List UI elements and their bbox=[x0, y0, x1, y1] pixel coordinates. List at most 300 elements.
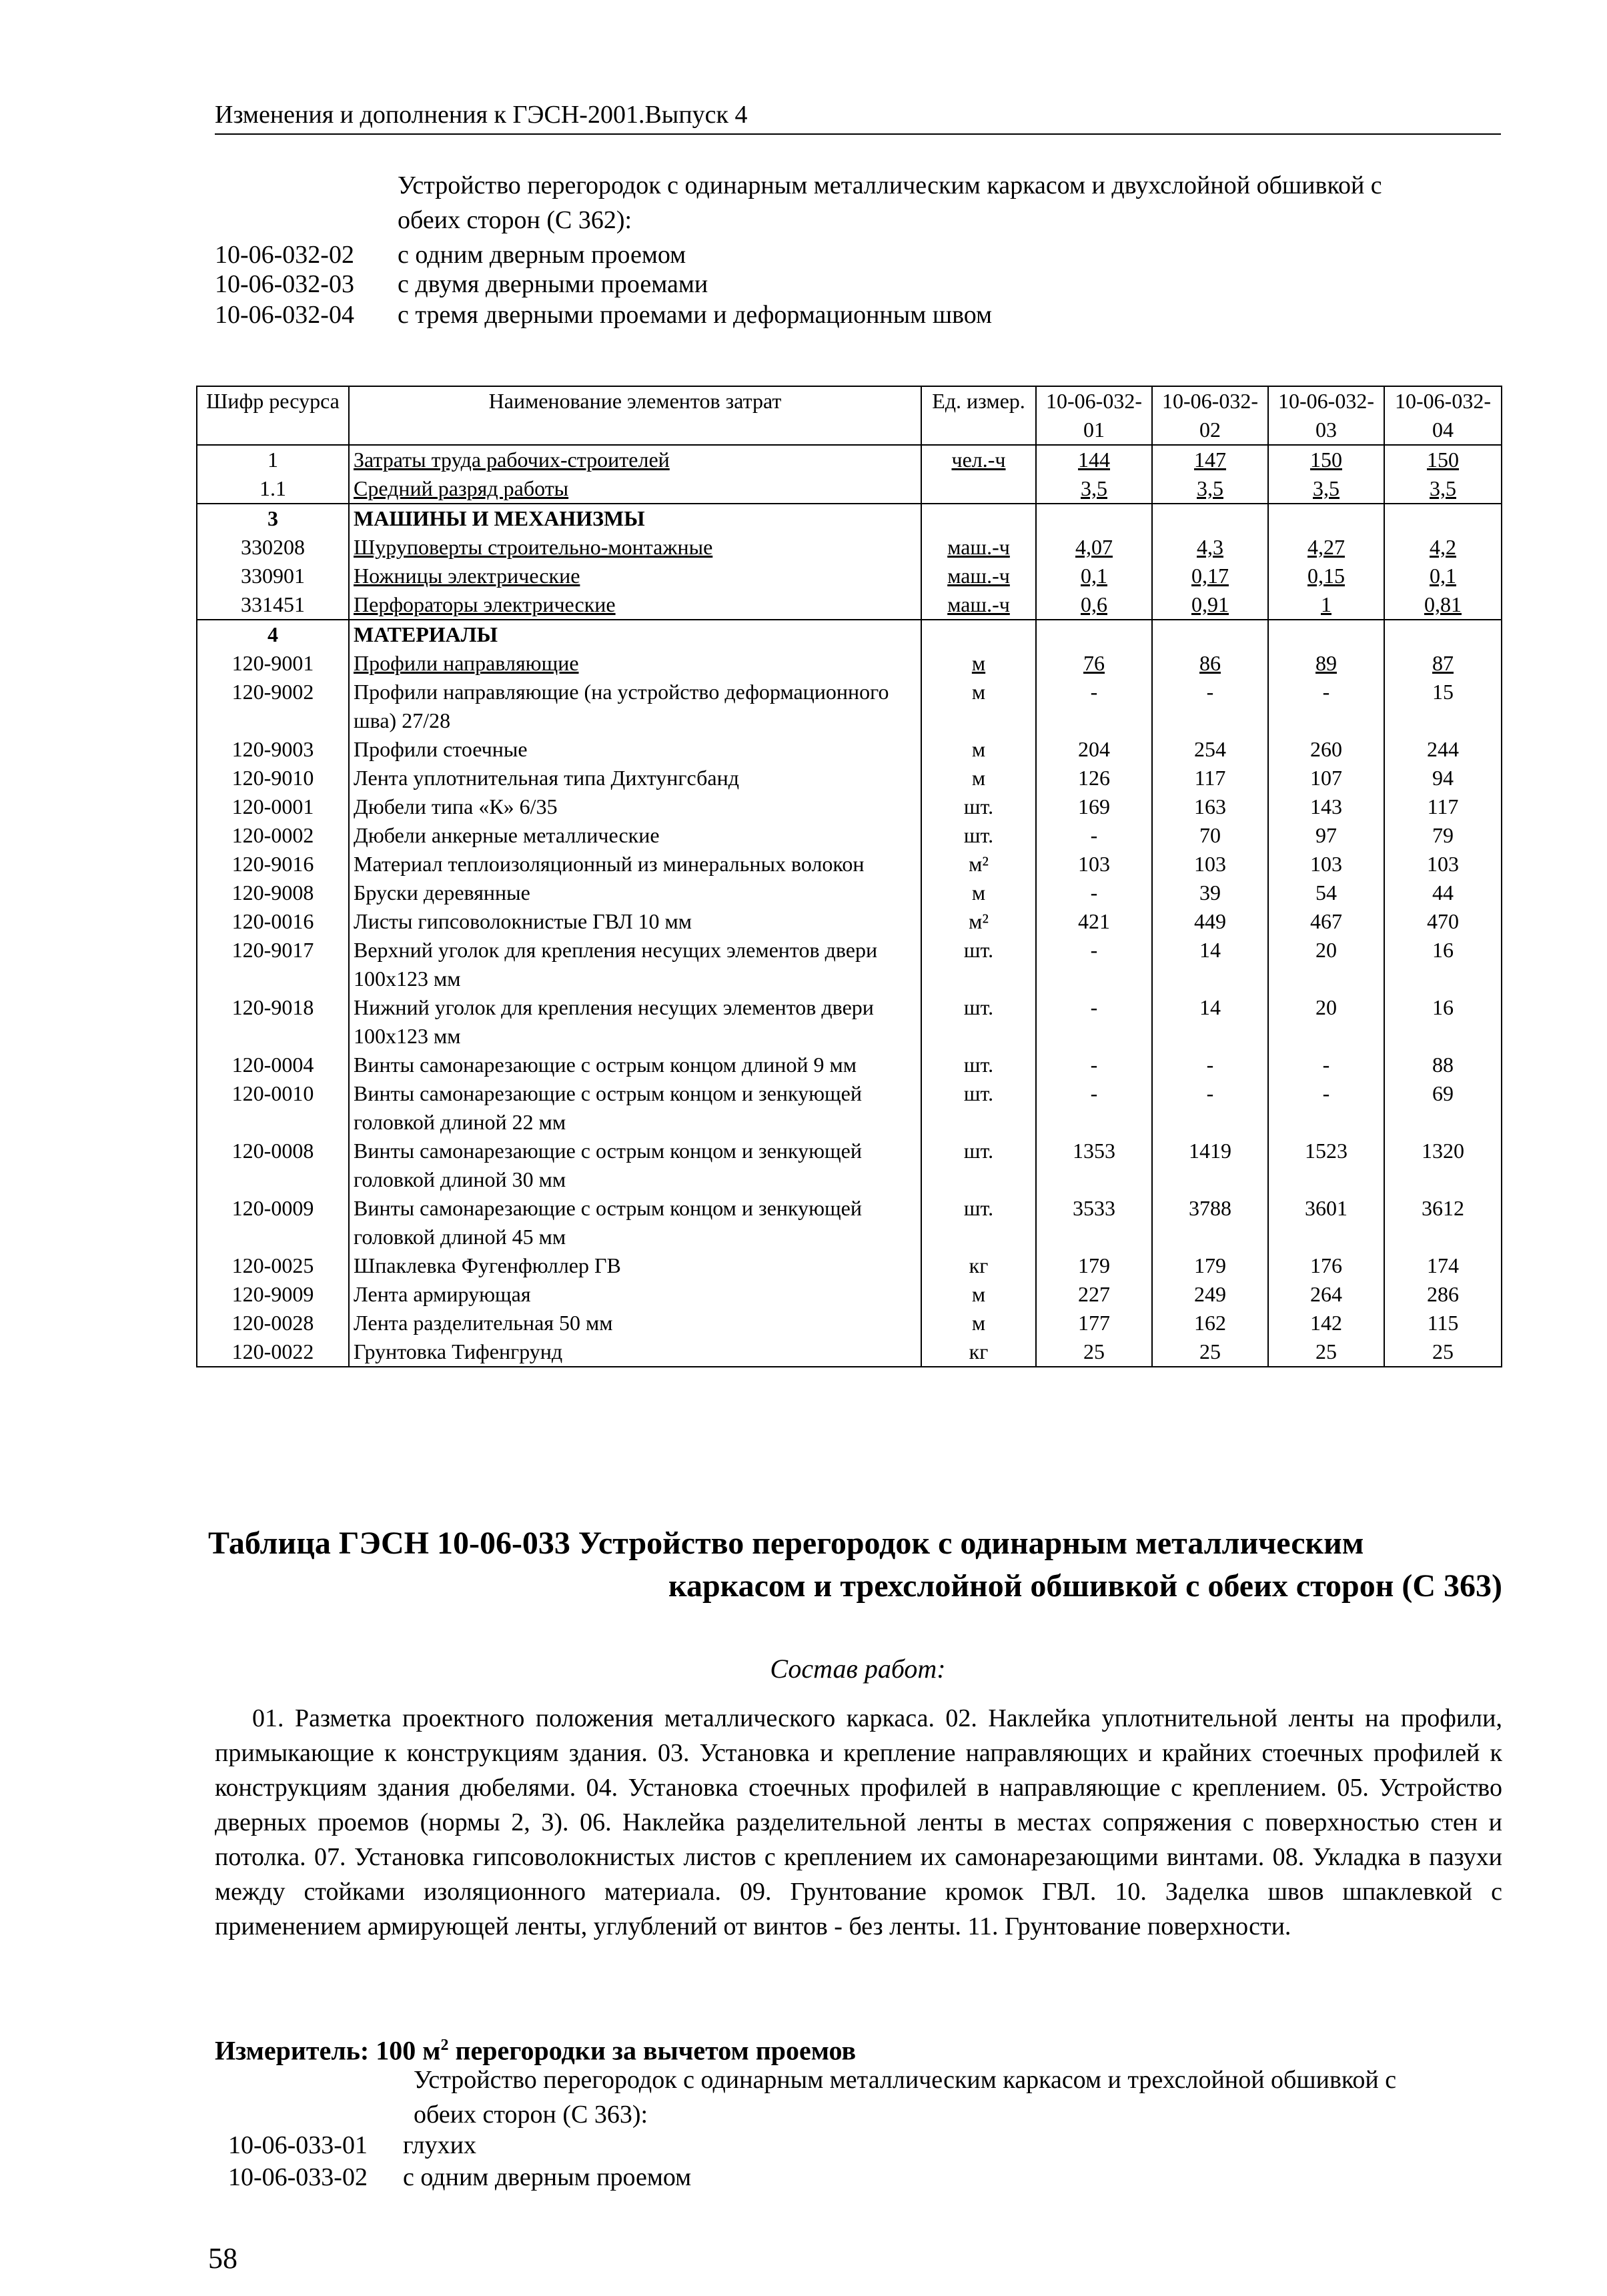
value-text: 70 bbox=[1199, 823, 1221, 847]
resource-code-cell bbox=[197, 590, 349, 620]
value-text: 0,1 bbox=[1081, 564, 1107, 588]
value-text: 0,6 bbox=[1081, 592, 1107, 616]
value-text: 103 bbox=[1427, 852, 1459, 876]
value-cell bbox=[1268, 850, 1384, 879]
value-text: 144 bbox=[1078, 448, 1110, 472]
value-cell bbox=[1036, 850, 1152, 879]
resource-code-text: 120-9018 bbox=[231, 995, 314, 1019]
unit-cell bbox=[921, 1251, 1036, 1280]
resource-name-text: Дюбели анкерные металлические bbox=[354, 823, 660, 847]
value-text: 117 bbox=[1427, 794, 1459, 818]
value-text: 0,17 bbox=[1191, 564, 1229, 588]
value-text: 150 bbox=[1310, 448, 1342, 472]
unit-text: м bbox=[971, 651, 986, 675]
norm-description: с двумя дверными проемами bbox=[398, 270, 708, 298]
value-text: 94 bbox=[1432, 766, 1454, 790]
resource-name-cell bbox=[349, 993, 921, 1051]
resource-name-cell bbox=[349, 590, 921, 620]
table-row bbox=[197, 1194, 1502, 1251]
resource-name-text: Материал теплоизоляционный из минеральных волокон bbox=[354, 852, 865, 876]
value-text: 143 bbox=[1310, 794, 1342, 818]
resource-code-cell bbox=[197, 764, 349, 792]
table-row bbox=[197, 504, 1502, 533]
value-text: 115 bbox=[1427, 1311, 1459, 1335]
header-cell: 10-06-032-02 bbox=[1152, 386, 1268, 445]
resource-name-text: Профили направляющие (на устройство деформационного шва) 27/28 bbox=[354, 680, 889, 732]
resource-code-cell bbox=[197, 1337, 349, 1367]
value-cell bbox=[1268, 1137, 1384, 1194]
resource-code-cell bbox=[197, 504, 349, 533]
value-cell bbox=[1152, 649, 1268, 678]
value-text: 179 bbox=[1194, 1253, 1226, 1277]
resource-code-cell bbox=[197, 1251, 349, 1280]
resource-code-text: 120-0002 bbox=[231, 823, 314, 847]
table-row bbox=[197, 850, 1502, 879]
value-text: 470 bbox=[1427, 909, 1459, 933]
value-cell bbox=[1268, 1337, 1384, 1367]
value-cell bbox=[1036, 936, 1152, 993]
unit-text: маш.-ч bbox=[947, 535, 1010, 559]
value-cell bbox=[1036, 821, 1152, 850]
norm-code: 10-06-032-02 bbox=[215, 241, 354, 269]
unit-text: м bbox=[971, 737, 986, 761]
value-text: 4,3 bbox=[1197, 535, 1223, 559]
value-cell bbox=[1152, 504, 1268, 533]
value-cell bbox=[1268, 821, 1384, 850]
value-text: 179 bbox=[1078, 1253, 1110, 1277]
value-cell bbox=[1268, 504, 1384, 533]
value-text: 0,81 bbox=[1424, 592, 1462, 616]
resource-code-text: 120-0025 bbox=[231, 1253, 314, 1277]
value-text: 169 bbox=[1078, 794, 1110, 818]
table-row bbox=[197, 1337, 1502, 1367]
unit-text: маш.-ч bbox=[947, 564, 1010, 588]
value-cell bbox=[1268, 620, 1384, 649]
unit-cell bbox=[921, 936, 1036, 993]
table-row bbox=[197, 474, 1502, 504]
table-row bbox=[197, 533, 1502, 562]
value-cell bbox=[1268, 1079, 1384, 1137]
value-text: 3612 bbox=[1422, 1196, 1464, 1220]
resource-name-text: Листы гипсоволокнистые ГВЛ 10 мм bbox=[354, 909, 692, 933]
unit-text: чел.-ч bbox=[951, 448, 1006, 472]
table-row bbox=[197, 764, 1502, 792]
resource-name-text: Нижний уголок для крепления несущих элементов двери 100х123 мм bbox=[354, 995, 874, 1048]
value-cell bbox=[1152, 821, 1268, 850]
value-text: - bbox=[1206, 1081, 1214, 1105]
value-cell bbox=[1152, 993, 1268, 1051]
value-text: - bbox=[1090, 1053, 1098, 1077]
resource-code-text: 120-0001 bbox=[231, 794, 314, 818]
unit-text: м bbox=[971, 766, 986, 790]
value-text: 86 bbox=[1199, 651, 1221, 675]
value-text: 3601 bbox=[1305, 1196, 1348, 1220]
resource-name-text: Ножницы электрические bbox=[354, 564, 580, 588]
header-cell: 10-06-032-01 bbox=[1036, 386, 1152, 445]
value-text: 25 bbox=[1199, 1339, 1221, 1363]
unit-cell bbox=[921, 993, 1036, 1051]
value-text: 227 bbox=[1078, 1282, 1110, 1306]
unit-cell bbox=[921, 792, 1036, 821]
value-cell bbox=[1384, 993, 1502, 1051]
measure-label: Измеритель: 100 м bbox=[215, 2035, 441, 2066]
value-cell bbox=[1152, 850, 1268, 879]
table-row bbox=[197, 649, 1502, 678]
value-text: 3533 bbox=[1073, 1196, 1115, 1220]
table-row bbox=[197, 620, 1502, 649]
value-text: - bbox=[1322, 1081, 1330, 1105]
value-cell bbox=[1268, 533, 1384, 562]
value-text: - bbox=[1322, 1053, 1330, 1077]
value-text: 1320 bbox=[1422, 1139, 1464, 1163]
value-cell bbox=[1384, 907, 1502, 936]
resource-name-cell bbox=[349, 1280, 921, 1309]
value-text: 89 bbox=[1315, 651, 1337, 675]
resource-name-cell bbox=[349, 562, 921, 590]
value-cell bbox=[1268, 936, 1384, 993]
value-cell bbox=[1384, 649, 1502, 678]
value-text: 76 bbox=[1083, 651, 1105, 675]
value-text: - bbox=[1090, 823, 1098, 847]
value-cell bbox=[1384, 764, 1502, 792]
page-number: 58 bbox=[208, 2242, 237, 2275]
value-cell bbox=[1036, 562, 1152, 590]
value-text: 1353 bbox=[1073, 1139, 1115, 1163]
resource-table bbox=[196, 386, 1502, 1367]
resource-code-text: 330208 bbox=[241, 535, 305, 559]
table-row bbox=[197, 735, 1502, 764]
resource-code-text: 120-9009 bbox=[231, 1282, 314, 1306]
unit-cell bbox=[921, 649, 1036, 678]
value-text: - bbox=[1206, 1053, 1214, 1077]
value-cell bbox=[1384, 1051, 1502, 1079]
unit-text: шт. bbox=[963, 995, 994, 1019]
resource-code-cell bbox=[197, 850, 349, 879]
value-cell bbox=[1152, 764, 1268, 792]
value-cell bbox=[1268, 735, 1384, 764]
value-text: - bbox=[1322, 680, 1330, 704]
unit-text: м² bbox=[969, 852, 989, 876]
unit-cell bbox=[921, 907, 1036, 936]
value-text: 177 bbox=[1078, 1311, 1110, 1335]
value-text: 0,91 bbox=[1191, 592, 1229, 616]
value-text: 4,07 bbox=[1075, 535, 1113, 559]
unit-cell bbox=[921, 735, 1036, 764]
value-cell bbox=[1036, 907, 1152, 936]
measure-rest: перегородки за вычетом проемов bbox=[448, 2035, 857, 2066]
resource-code-cell bbox=[197, 533, 349, 562]
value-text: 20 bbox=[1315, 938, 1337, 962]
unit-text: кг bbox=[969, 1339, 989, 1363]
unit-cell bbox=[921, 1309, 1036, 1337]
value-text: 15 bbox=[1432, 680, 1454, 704]
value-cell bbox=[1036, 879, 1152, 907]
resource-name-cell bbox=[349, 1309, 921, 1337]
value-text: 25 bbox=[1432, 1339, 1454, 1363]
resource-name-cell bbox=[349, 445, 921, 474]
value-cell bbox=[1268, 678, 1384, 735]
table-row bbox=[197, 821, 1502, 850]
value-cell bbox=[1384, 1337, 1502, 1367]
value-cell bbox=[1036, 1309, 1152, 1337]
value-cell bbox=[1152, 1309, 1268, 1337]
table-row bbox=[197, 993, 1502, 1051]
resource-code-cell bbox=[197, 735, 349, 764]
resource-code-text: 331451 bbox=[241, 592, 305, 616]
value-cell bbox=[1152, 879, 1268, 907]
value-cell bbox=[1152, 1051, 1268, 1079]
value-text: 0,1 bbox=[1430, 564, 1456, 588]
value-text: 16 bbox=[1432, 995, 1454, 1019]
value-cell bbox=[1152, 1079, 1268, 1137]
norm-description: глухих bbox=[403, 2131, 476, 2159]
value-text: 3,5 bbox=[1197, 476, 1223, 500]
resource-name-cell bbox=[349, 1337, 921, 1367]
value-cell bbox=[1152, 620, 1268, 649]
header-cell: Шифр ресурса bbox=[197, 386, 349, 445]
resource-code-text: 1 bbox=[267, 448, 278, 472]
norm-code: 10-06-033-01 bbox=[228, 2131, 368, 2159]
table-row bbox=[197, 907, 1502, 936]
value-cell bbox=[1152, 445, 1268, 474]
resource-name-cell bbox=[349, 821, 921, 850]
header-cell: Наименование элементов затрат bbox=[349, 386, 921, 445]
unit-text: м bbox=[971, 1311, 986, 1335]
value-text: 4,2 bbox=[1430, 535, 1456, 559]
resource-code-text: 120-9010 bbox=[231, 766, 314, 790]
running-header: Изменения и дополнения к ГЭСН-2001.Выпуск 4 bbox=[215, 99, 1501, 135]
value-cell bbox=[1384, 590, 1502, 620]
resource-name-text: МАТЕРИАЛЫ bbox=[354, 622, 498, 646]
resource-code-text: 120-0028 bbox=[231, 1311, 314, 1335]
value-text: 264 bbox=[1310, 1282, 1342, 1306]
value-text: 3,5 bbox=[1081, 476, 1107, 500]
value-cell bbox=[1268, 1251, 1384, 1280]
value-cell bbox=[1152, 678, 1268, 735]
value-cell bbox=[1268, 907, 1384, 936]
value-text: 87 bbox=[1432, 651, 1454, 675]
value-cell bbox=[1036, 1137, 1152, 1194]
value-text: 150 bbox=[1427, 448, 1459, 472]
resource-name-cell bbox=[349, 879, 921, 907]
value-cell bbox=[1152, 1137, 1268, 1194]
resource-code-text: 120-0022 bbox=[231, 1339, 314, 1363]
unit-cell bbox=[921, 620, 1036, 649]
value-cell bbox=[1384, 735, 1502, 764]
value-cell bbox=[1152, 533, 1268, 562]
value-text: 286 bbox=[1427, 1282, 1459, 1306]
value-cell bbox=[1268, 590, 1384, 620]
value-cell bbox=[1384, 474, 1502, 504]
resource-name-text: Винты самонарезающие с острым концом и зенкующей головкой длиной 30 мм bbox=[354, 1139, 862, 1191]
resource-name-text: Лента уплотнительная типа Дихтунгсбанд bbox=[354, 766, 739, 790]
resource-code-cell bbox=[197, 879, 349, 907]
unit-text: шт. bbox=[963, 938, 994, 962]
resource-name-text: Верхний уголок для крепления несущих элементов двери 100х123 мм bbox=[354, 938, 878, 991]
value-text: - bbox=[1090, 1081, 1098, 1105]
resource-name-text: Шпаклевка Фугенфюллер ГВ bbox=[354, 1253, 621, 1277]
value-text: 162 bbox=[1194, 1311, 1226, 1335]
value-text: 3788 bbox=[1189, 1196, 1231, 1220]
resource-code-cell bbox=[197, 649, 349, 678]
table-title-line1: Таблица ГЭСН 10-06-033 Устройство перегородок с одинарным металлическим bbox=[208, 1526, 1364, 1561]
value-cell bbox=[1152, 936, 1268, 993]
value-text: 79 bbox=[1432, 823, 1454, 847]
table-title-line2: каркасом и трехслойной обшивкой с обеих сторон (С 363) bbox=[668, 1568, 1502, 1604]
resource-name-cell bbox=[349, 533, 921, 562]
value-cell bbox=[1384, 1194, 1502, 1251]
value-text: 244 bbox=[1427, 737, 1459, 761]
table-row bbox=[197, 1309, 1502, 1337]
unit-cell bbox=[921, 474, 1036, 504]
resource-name-text: Перфораторы электрические bbox=[354, 592, 616, 616]
value-cell bbox=[1036, 533, 1152, 562]
unit-cell bbox=[921, 879, 1036, 907]
unit-cell bbox=[921, 821, 1036, 850]
value-cell bbox=[1152, 474, 1268, 504]
value-cell bbox=[1036, 620, 1152, 649]
resource-code-cell bbox=[197, 993, 349, 1051]
resource-name-cell bbox=[349, 1051, 921, 1079]
resource-code-cell bbox=[197, 474, 349, 504]
value-cell bbox=[1036, 792, 1152, 821]
value-text: - bbox=[1206, 680, 1214, 704]
table-title bbox=[208, 1522, 1502, 1608]
value-cell bbox=[1268, 445, 1384, 474]
value-cell bbox=[1152, 907, 1268, 936]
table-row bbox=[197, 590, 1502, 620]
table-row bbox=[197, 562, 1502, 590]
resource-name-text: Лента армирующая bbox=[354, 1282, 531, 1306]
resource-code-text: 120-0010 bbox=[231, 1081, 314, 1105]
resource-name-cell bbox=[349, 504, 921, 533]
value-text: 69 bbox=[1432, 1081, 1454, 1105]
value-cell bbox=[1384, 821, 1502, 850]
value-cell bbox=[1152, 562, 1268, 590]
resource-name-cell bbox=[349, 1137, 921, 1194]
resource-name-cell bbox=[349, 1251, 921, 1280]
resource-code-text: 120-9001 bbox=[231, 651, 314, 675]
resource-name-text: Дюбели типа «К» 6/35 bbox=[354, 794, 558, 818]
intro-title: Устройство перегородок с одинарным металлическим каркасом и двухслойной обшивкой с обеих сторон (С 362): bbox=[398, 171, 1382, 234]
value-text: 25 bbox=[1315, 1339, 1337, 1363]
value-cell bbox=[1036, 678, 1152, 735]
resource-name-text: Профили стоечные bbox=[354, 737, 528, 761]
unit-cell bbox=[921, 445, 1036, 474]
value-text: 44 bbox=[1432, 881, 1454, 905]
value-text: 3,5 bbox=[1313, 476, 1340, 500]
value-cell bbox=[1036, 764, 1152, 792]
resource-code-cell bbox=[197, 907, 349, 936]
value-cell bbox=[1268, 562, 1384, 590]
unit-cell bbox=[921, 1337, 1036, 1367]
resource-name-text: Винты самонарезающие с острым концом длиной 9 мм bbox=[354, 1053, 857, 1077]
value-text: 0,15 bbox=[1307, 564, 1345, 588]
value-text: 176 bbox=[1310, 1253, 1342, 1277]
resource-name-text: МАШИНЫ И МЕХАНИЗМЫ bbox=[354, 506, 645, 530]
value-text: 107 bbox=[1310, 766, 1342, 790]
resource-code-cell bbox=[197, 678, 349, 735]
value-cell bbox=[1268, 993, 1384, 1051]
resource-code-cell bbox=[197, 936, 349, 993]
value-text: 20 bbox=[1315, 995, 1337, 1019]
value-cell bbox=[1036, 1079, 1152, 1137]
value-text: 249 bbox=[1194, 1282, 1226, 1306]
value-cell bbox=[1036, 1051, 1152, 1079]
value-text: 103 bbox=[1194, 852, 1226, 876]
resource-name-cell bbox=[349, 620, 921, 649]
unit-cell bbox=[921, 764, 1036, 792]
resource-code-text: 4 bbox=[267, 622, 278, 646]
value-cell bbox=[1152, 590, 1268, 620]
table-row bbox=[197, 1051, 1502, 1079]
unit-text: м² bbox=[969, 909, 989, 933]
table-row bbox=[197, 1251, 1502, 1280]
value-text: - bbox=[1090, 680, 1098, 704]
resource-name-text: Профили направляющие bbox=[354, 651, 579, 675]
value-text: 117 bbox=[1194, 766, 1226, 790]
value-text: 1419 bbox=[1189, 1139, 1231, 1163]
value-cell bbox=[1036, 649, 1152, 678]
header-cell: 10-06-032-04 bbox=[1384, 386, 1502, 445]
resource-name-cell bbox=[349, 936, 921, 993]
resource-code-text: 120-9003 bbox=[231, 737, 314, 761]
value-text: 142 bbox=[1310, 1311, 1342, 1335]
value-cell bbox=[1152, 1251, 1268, 1280]
norm-code: 10-06-032-04 bbox=[215, 301, 354, 329]
value-cell bbox=[1384, 1309, 1502, 1337]
value-cell bbox=[1384, 445, 1502, 474]
table-row bbox=[197, 936, 1502, 993]
value-cell bbox=[1384, 936, 1502, 993]
value-cell bbox=[1268, 764, 1384, 792]
resource-code-text: 3 bbox=[267, 506, 278, 530]
value-cell bbox=[1268, 1194, 1384, 1251]
value-cell bbox=[1384, 1251, 1502, 1280]
value-cell bbox=[1268, 649, 1384, 678]
resource-code-cell bbox=[197, 1280, 349, 1309]
value-text: 39 bbox=[1199, 881, 1221, 905]
resource-code-cell bbox=[197, 562, 349, 590]
value-cell bbox=[1152, 735, 1268, 764]
value-cell bbox=[1268, 474, 1384, 504]
resource-code-cell bbox=[197, 821, 349, 850]
resource-name-text: Грунтовка Тифенгрунд bbox=[354, 1339, 563, 1363]
value-cell bbox=[1384, 504, 1502, 533]
value-text: - bbox=[1090, 881, 1098, 905]
unit-cell bbox=[921, 562, 1036, 590]
value-cell bbox=[1268, 1280, 1384, 1309]
value-text: 4,27 bbox=[1307, 535, 1345, 559]
resource-code-text: 120-0009 bbox=[231, 1196, 314, 1220]
value-cell bbox=[1036, 1194, 1152, 1251]
value-cell bbox=[1384, 792, 1502, 821]
table-row bbox=[197, 445, 1502, 474]
norm-description: с одним дверным проемом bbox=[403, 2163, 692, 2191]
unit-text: шт. bbox=[963, 823, 994, 847]
unit-cell bbox=[921, 678, 1036, 735]
resource-name-cell bbox=[349, 1079, 921, 1137]
value-cell bbox=[1036, 445, 1152, 474]
table-row bbox=[197, 1280, 1502, 1309]
value-cell bbox=[1384, 533, 1502, 562]
unit-text: м bbox=[971, 1282, 986, 1306]
resource-code-text: 120-9002 bbox=[231, 680, 314, 704]
value-cell bbox=[1384, 1137, 1502, 1194]
resource-code-text: 1.1 bbox=[259, 476, 286, 500]
table-row bbox=[197, 879, 1502, 907]
value-text: 174 bbox=[1427, 1253, 1459, 1277]
